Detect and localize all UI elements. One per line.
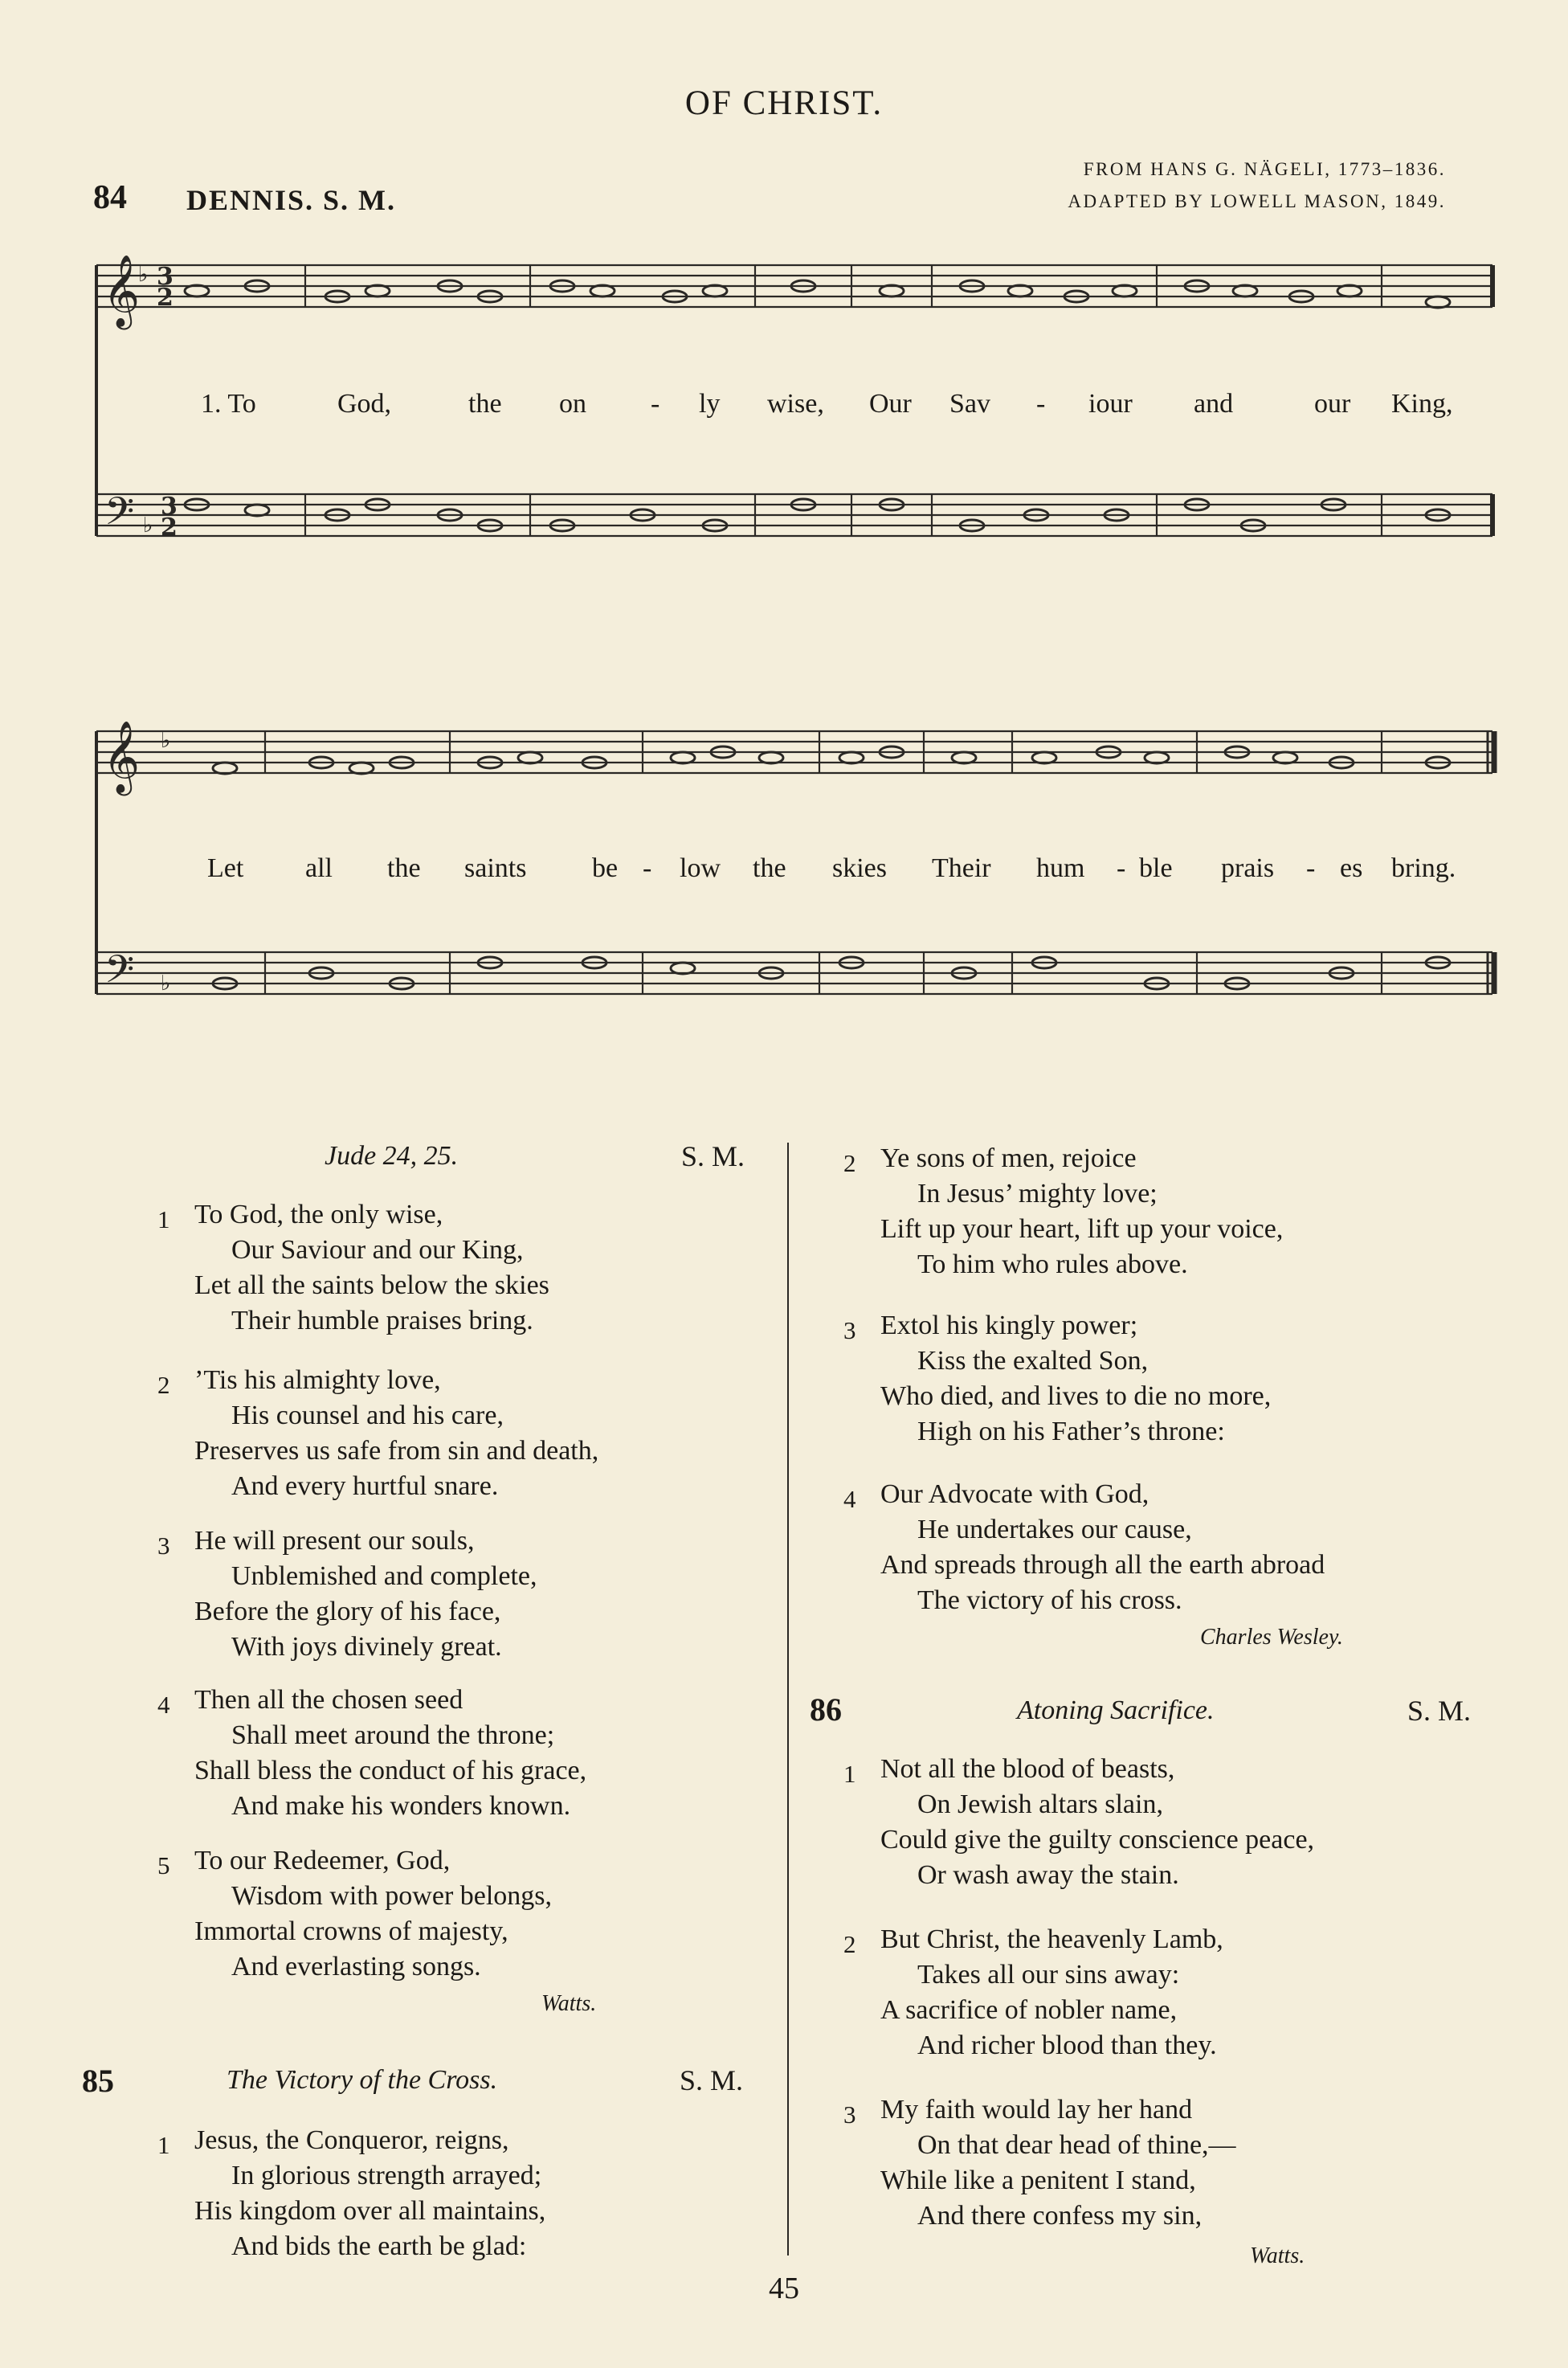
hymn85-title: The Victory of the Cross. bbox=[227, 2065, 498, 2095]
stanza-line: He will present our souls, bbox=[194, 1526, 475, 1556]
lyric-syllable: King, bbox=[1391, 389, 1453, 419]
stanza-line: And every hurtful snare. bbox=[231, 1471, 499, 1501]
stanza-line: My faith would lay her hand bbox=[880, 2095, 1193, 2125]
lyric-syllable: wise, bbox=[767, 389, 824, 419]
hymn84-stanza-3 bbox=[157, 1523, 805, 1665]
stanza-line: Ye sons of men, rejoice bbox=[880, 1143, 1137, 1173]
hymn84-meter: S. M. bbox=[681, 1140, 745, 1172]
stanza-line: His kingdom over all maintains, bbox=[194, 2196, 546, 2226]
stanza-number: 1 bbox=[157, 1205, 170, 1233]
stanza-number: 2 bbox=[843, 1149, 856, 1177]
lyric-syllable: - bbox=[1306, 853, 1316, 883]
lyric-syllable: our bbox=[1314, 389, 1351, 419]
hymn86-stanza-3 bbox=[843, 2092, 1568, 2234]
stanza-number: 2 bbox=[157, 1371, 170, 1399]
stanza-line: And there confess my sin, bbox=[917, 2201, 1203, 2231]
stanza-number: 1 bbox=[157, 2131, 170, 2159]
stanza-line: Kiss the exalted Son, bbox=[917, 1346, 1149, 1376]
page-number: 45 bbox=[769, 2272, 799, 2305]
hymn86-title: Atoning Sacrifice. bbox=[1017, 1695, 1215, 1725]
running-head: OF CHRIST. bbox=[684, 84, 884, 122]
lyric-syllable: skies bbox=[832, 853, 887, 883]
stanza-line: And everlasting songs. bbox=[231, 1952, 481, 1982]
stanza-number: 2 bbox=[843, 1930, 856, 1958]
bass-clef-icon: 𝄢 bbox=[104, 489, 135, 543]
stanza-line: On Jewish altars slain, bbox=[917, 1789, 1163, 1819]
stanza-number: 3 bbox=[157, 1532, 170, 1560]
tune-attribution-adapter: ADAPTED BY LOWELL MASON, 1849. bbox=[1068, 191, 1446, 211]
stanza-line: With joys divinely great. bbox=[231, 1632, 502, 1662]
stanza-line: Extol his kingly power; bbox=[880, 1311, 1138, 1340]
hymn85-stanza-4 bbox=[843, 1477, 1568, 1618]
stanza-line: He undertakes our cause, bbox=[917, 1515, 1192, 1544]
stanza-line: Takes all our sins away: bbox=[917, 1960, 1180, 1990]
svg-text:♭: ♭ bbox=[138, 263, 149, 287]
stanza-line: And spreads through all the earth abroad bbox=[880, 1550, 1325, 1580]
hymn84-author: Watts. bbox=[541, 1991, 597, 2016]
treble-clef-icon: 𝄞 bbox=[103, 255, 141, 327]
stanza-line: His counsel and his care, bbox=[231, 1401, 504, 1430]
stanza-line: ’Tis his almighty love, bbox=[194, 1365, 441, 1395]
hymn86-number: 86 bbox=[810, 1691, 842, 1728]
lyric-syllable: the bbox=[468, 389, 502, 419]
lyric-syllable: ly bbox=[699, 389, 721, 419]
lyric-syllable: Sav bbox=[949, 389, 990, 419]
stanza-line: And make his wonders known. bbox=[231, 1791, 571, 1821]
bass-clef-icon: 𝄢 bbox=[104, 947, 135, 1001]
stanza-line: Our Advocate with God, bbox=[880, 1479, 1149, 1509]
lyric-syllable: Let bbox=[207, 853, 244, 883]
lyric-syllable: - bbox=[1036, 389, 1046, 419]
lyric-syllable: be bbox=[592, 853, 619, 883]
tune-attribution-composer: FROM HANS G. NÄGELI, 1773–1836. bbox=[1083, 159, 1446, 179]
stanza-line: Who died, and lives to die no more, bbox=[880, 1381, 1272, 1411]
stanza-line: Lift up your heart, lift up your voice, bbox=[880, 1214, 1284, 1244]
lyric-syllable: es bbox=[1340, 853, 1363, 883]
hymn86-author: Watts. bbox=[1250, 2243, 1305, 2268]
stanza-line: While like a penitent I stand, bbox=[880, 2166, 1196, 2195]
hymn84-stanza-4 bbox=[157, 1683, 805, 1824]
lyric-syllable: 1. To bbox=[201, 389, 256, 419]
stanza-line: And bids the earth be glad: bbox=[231, 2231, 527, 2261]
stanza-line: A sacrifice of nobler name, bbox=[880, 1995, 1178, 2025]
stanza-line: On that dear head of thine,— bbox=[917, 2130, 1236, 2160]
lyric-syllable: Our bbox=[869, 389, 912, 419]
tune-name: DENNIS. S. M. bbox=[186, 184, 397, 216]
lyric-syllable: bring. bbox=[1391, 853, 1456, 883]
lyric-syllable: and bbox=[1194, 389, 1234, 419]
hymn85-stanza-1 bbox=[157, 2123, 805, 2264]
stanza-line: Immortal crowns of majesty, bbox=[194, 1916, 508, 1946]
stanza-line: Wisdom with power belongs, bbox=[231, 1881, 553, 1911]
stanza-line: Before the glory of his face, bbox=[194, 1597, 501, 1626]
stanza-line: To God, the only wise, bbox=[194, 1200, 443, 1229]
stanza-line: Shall meet around the throne; bbox=[231, 1720, 555, 1750]
stanza-line: Shall bless the conduct of his grace, bbox=[194, 1756, 587, 1785]
lyric-syllable: Their bbox=[932, 853, 991, 883]
score-lyrics-line-1 bbox=[0, 389, 1568, 421]
hymn85-number: 85 bbox=[82, 2063, 114, 2099]
stanza-line: Or wash away the stain. bbox=[917, 1860, 1179, 1890]
stanza-line: Our Saviour and our King, bbox=[231, 1235, 524, 1265]
lyric-syllable: - bbox=[1117, 853, 1126, 883]
svg-text:3: 3 bbox=[161, 493, 178, 521]
stanza-line: And richer blood than they. bbox=[917, 2031, 1217, 2060]
hymn86-meter: S. M. bbox=[1407, 1695, 1472, 1727]
stanza-line: High on his Father’s throne: bbox=[917, 1417, 1225, 1446]
svg-text:♭: ♭ bbox=[161, 971, 171, 996]
lyric-syllable: the bbox=[387, 853, 421, 883]
stanza-line: Preserves us safe from sin and death, bbox=[194, 1436, 599, 1466]
hymn85-stanza-3 bbox=[843, 1308, 1568, 1450]
stanza-line: In Jesus’ mighty love; bbox=[917, 1179, 1158, 1209]
stanza-number: 3 bbox=[843, 1316, 856, 1344]
svg-text:2: 2 bbox=[161, 513, 178, 542]
svg-text:♭: ♭ bbox=[161, 729, 171, 753]
stanza-line: To our Redeemer, God, bbox=[194, 1846, 451, 1875]
stanza-number: 4 bbox=[843, 1485, 856, 1513]
stanza-number: 4 bbox=[157, 1691, 170, 1719]
stanza-line: Then all the chosen seed bbox=[194, 1685, 463, 1715]
stanza-line: Could give the guilty conscience peace, bbox=[880, 1825, 1315, 1855]
hymn84-stanza-1 bbox=[157, 1197, 805, 1339]
hymn84-stanza-2 bbox=[157, 1363, 805, 1504]
lyric-syllable: ble bbox=[1139, 853, 1173, 883]
svg-text:♭: ♭ bbox=[143, 513, 153, 538]
lyric-syllable: low bbox=[680, 853, 721, 883]
hymn86-stanza-1 bbox=[843, 1752, 1568, 1893]
lyric-syllable: all bbox=[305, 853, 333, 883]
svg-text:3: 3 bbox=[157, 263, 174, 291]
treble-clef-icon: 𝄞 bbox=[103, 721, 141, 793]
stanza-line: In glorious strength arrayed; bbox=[231, 2161, 542, 2190]
hymn86-stanza-2 bbox=[843, 1922, 1568, 2063]
score-lyrics-line-2 bbox=[0, 853, 1568, 885]
stanza-number: 3 bbox=[843, 2100, 856, 2129]
hymn85-stanza-2 bbox=[843, 1141, 1568, 1282]
stanza-number: 5 bbox=[157, 1851, 170, 1879]
stanza-line: But Christ, the heavenly Lamb, bbox=[880, 1924, 1223, 1954]
stanza-line: To him who rules above. bbox=[917, 1249, 1188, 1279]
svg-text:2: 2 bbox=[157, 284, 174, 312]
stanza-line: Let all the saints below the skies bbox=[194, 1270, 549, 1300]
lyric-syllable: iour bbox=[1088, 389, 1133, 419]
hymn84-scripture: Jude 24, 25. bbox=[325, 1141, 459, 1171]
tune-number: 84 bbox=[93, 179, 127, 216]
music-system-1 bbox=[0, 249, 1568, 619]
lyric-syllable: - bbox=[651, 389, 660, 419]
lyric-syllable: God, bbox=[337, 389, 392, 419]
lyric-syllable: - bbox=[643, 853, 652, 883]
hymn85-author: Charles Wesley. bbox=[1200, 1625, 1343, 1650]
stanza-line: Jesus, the Conqueror, reigns, bbox=[194, 2125, 509, 2155]
stanza-line: Their humble praises bring. bbox=[231, 1306, 533, 1335]
stanza-line: The victory of his cross. bbox=[917, 1585, 1182, 1615]
lyric-syllable: on bbox=[559, 389, 586, 419]
stanza-number: 1 bbox=[843, 1760, 856, 1788]
music-system-2 bbox=[0, 707, 1568, 1077]
lyric-syllable: prais bbox=[1221, 853, 1275, 883]
lyric-syllable: hum bbox=[1036, 853, 1085, 883]
stanza-line: Unblemished and complete, bbox=[231, 1561, 537, 1591]
lyric-syllable: the bbox=[753, 853, 786, 883]
stanza-line: Not all the blood of beasts, bbox=[880, 1754, 1175, 1784]
hymn85-meter: S. M. bbox=[680, 2064, 744, 2096]
lyric-syllable: saints bbox=[464, 853, 527, 883]
hymn84-stanza-5 bbox=[157, 1843, 805, 1985]
